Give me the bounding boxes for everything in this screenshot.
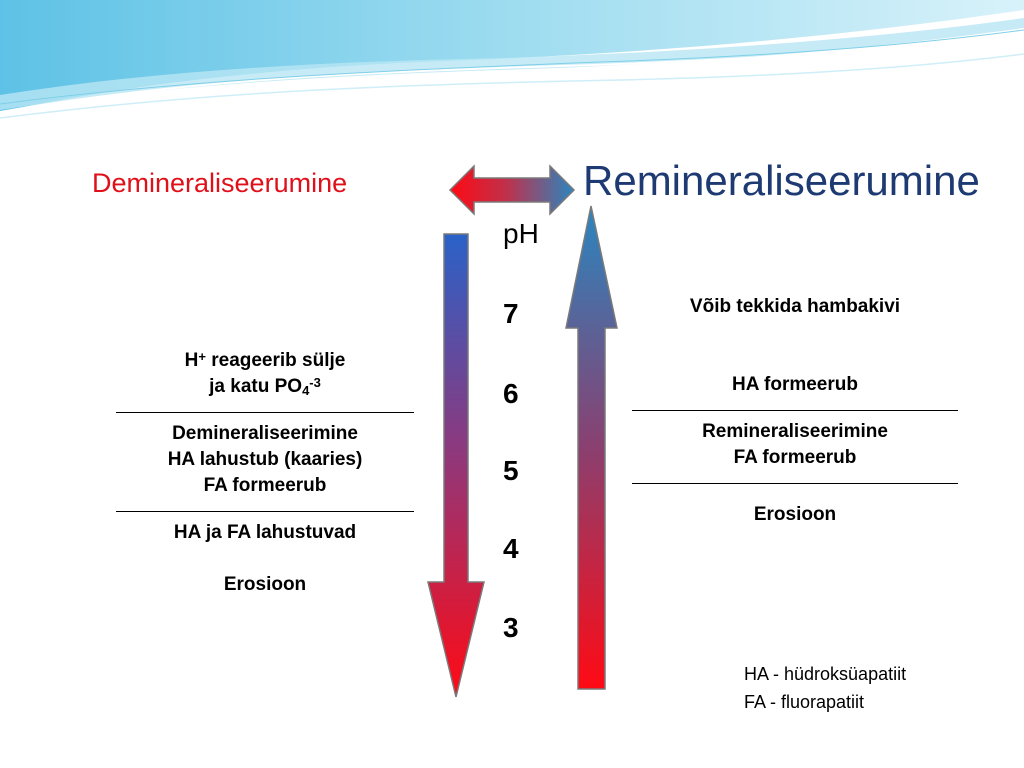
erosion-label-left: Erosioon — [223, 574, 307, 595]
h-ion-reaction-line: H+ reageerib sülje — [184, 349, 346, 371]
divider-line — [632, 483, 958, 484]
ph-value-3: 3 — [503, 612, 519, 643]
fa-forms-line: FA formeerub — [203, 475, 327, 496]
fa-forms-line-right: FA formeerub — [733, 447, 857, 468]
demineralization-label: Demineraliseerimine — [172, 423, 358, 444]
remineralization-title: Remineraliseerumine — [583, 157, 980, 204]
ph-value-5: 5 — [503, 455, 519, 486]
divider-line — [116, 412, 414, 413]
ha-dissolves-line: HA lahustub (kaaries) — [167, 449, 363, 470]
demineralization-text-block — [112, 348, 418, 598]
erosion-label-right: Erosioon — [753, 504, 837, 525]
legend — [744, 660, 906, 716]
double-headed-arrow — [450, 166, 574, 214]
legend-fa: FA - fluorapatiit — [744, 692, 865, 712]
divider-line — [116, 511, 414, 512]
ha-forms-line: HA formeerub — [732, 374, 858, 395]
ph-value-7: 7 — [503, 298, 519, 329]
ph-value-4: 4 — [503, 533, 519, 564]
po4-line: ja katu $PO_4^{-3}$ — [209, 375, 321, 398]
legend-ha: HA - hüdroksüapatiit — [744, 664, 907, 684]
divider-line — [632, 410, 958, 411]
up-arrow — [566, 206, 617, 689]
remineralization-text-block — [628, 294, 962, 528]
tartar-line: Võib tekkida hambakivi — [689, 296, 901, 317]
ph-label: pH — [503, 218, 539, 249]
down-arrow — [428, 234, 484, 697]
remineralization-label: Remineraliseerimine — [702, 421, 888, 442]
ph-value-6: 6 — [503, 378, 519, 409]
demineralization-title: Demineraliseerumine — [92, 168, 348, 198]
ha-fa-dissolve-line: HA ja FA lahustuvad — [173, 522, 357, 543]
